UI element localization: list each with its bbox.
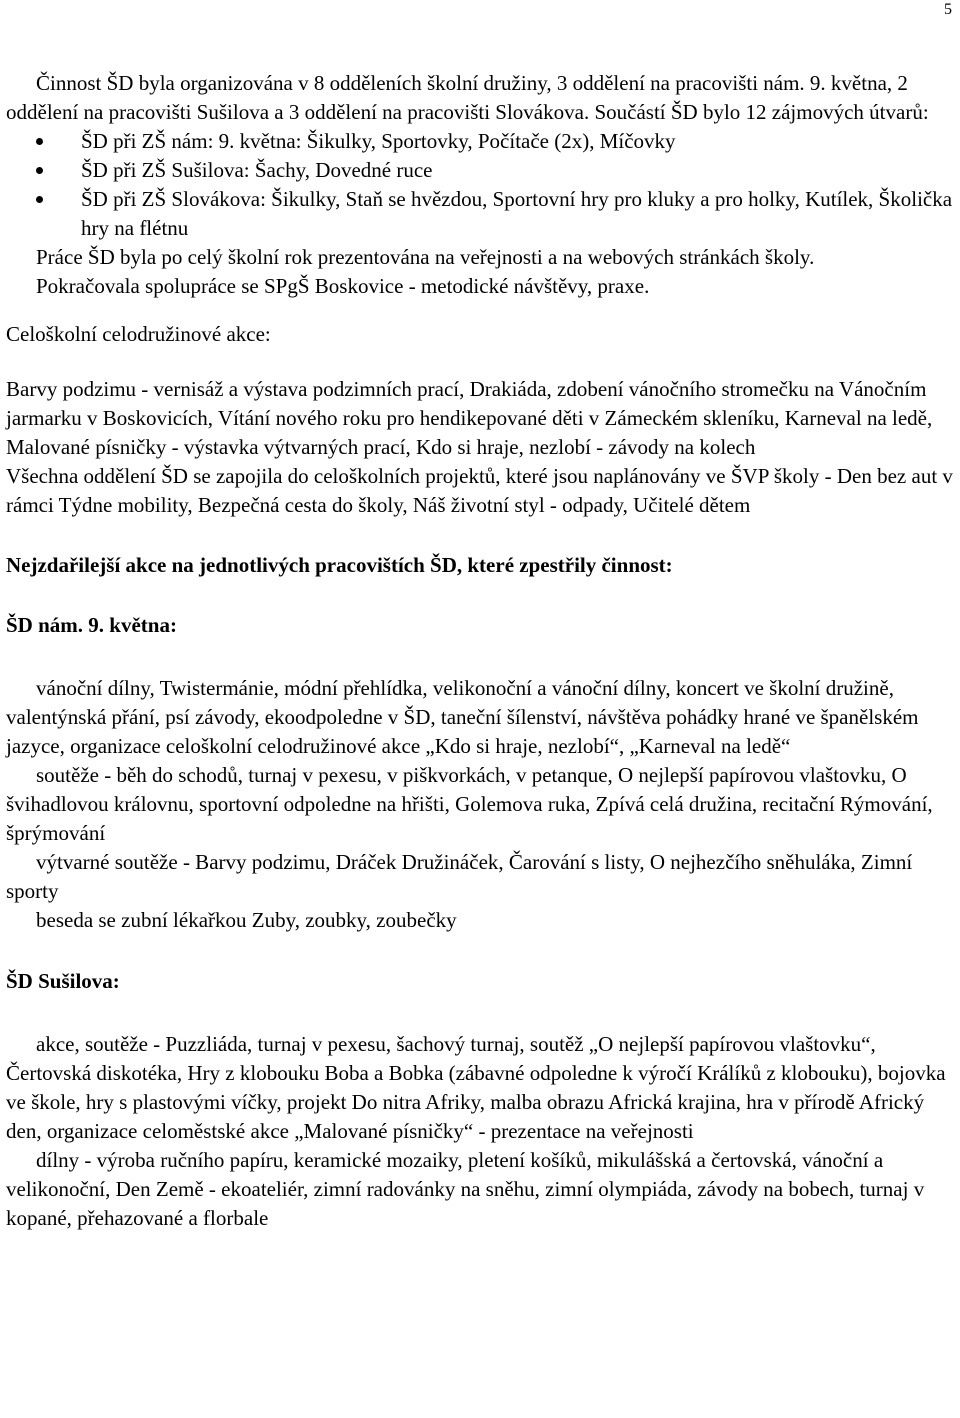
school-events-paragraph: Barvy podzimu - vernisáž a výstava podzimních prací, Drakiáda, zdobení vánočního stromečku na Vánočním jarmarku v Boskovicích, Vítání nového roku pro hendikepované děti v Zámeckém skleníku, Karneval na ledě, Malované písničky - výstavka výtvarných prací, Kdo si hraje, nezlobí - závody na kolech [6,377,933,459]
document-body [6,69,956,1233]
school-projects-paragraph: Všechna oddělení ŠD se zapojila do celoškolních projektů, které jsou naplánovány ve ŠVP školy - Den bez aut v rámci Týdne mobility, Bezpečná cesta do školy, Náš životní styl - odpady, Učitelé dětem [6,464,953,517]
nam9kvetna-lecture: beseda se zubní lékařkou Zuby, zoubky, zoubečky [36,908,457,932]
school-events-heading: Celoškolní celodružinové akce: [6,322,271,346]
hobby-groups-list [6,127,956,243]
list-item: ŠD při ZŠ nám: 9. května: Šikulky, Sportovky, Počítače (2x), Míčovky [6,127,956,156]
nam9kvetna-competitions: soutěže - běh do schodů, turnaj v pexesu, v piškvorkách, v petanque, O nejlepší papírovou vlaštovku, O švihadlovou královnu, sportovní odpoledne na hřišti, Golemova ruka, Zpívá celá družina, recitační Rýmování, šprýmování [6,763,933,845]
nam9kvetna-activities: vánoční dílny, Twistermánie, módní přehlídka, velikonoční a vánoční dílny, koncert ve školní družině, valentýnská přání, psí závody, ekoodpoledne v ŠD, taneční šílenství, návštěva pohádky hrané ve španělském jazyce, organizace celoškolní celodružinové akce „Kdo si hraje, nezlobí“, „Karneval na ledě“ [6,676,919,758]
presentation-paragraph: Práce ŠD byla po celý školní rok prezentována na veřejnosti a na webových stránkách školy. [36,245,815,269]
intro-paragraph: Činnost ŠD byla organizována v 8 odděleních školní družiny, 3 oddělení na pracovišti nám. 9. května, 2 oddělení na pracovišti Sušilova a 3 oddělení na pracovišti Slovákova. Součástí ŠD bylo 12 zájmových útvarů: [6,71,929,124]
susilova-heading: ŠD Sušilova: [6,969,120,993]
list-item: ŠD při ZŠ Sušilova: Šachy, Dovedné ruce [6,156,956,185]
list-item: ŠD při ZŠ Slovákova: Šikulky, Staň se hvězdou, Sportovní hry pro kluky a pro holky, Kutílek, Školička hry na flétnu [6,185,956,243]
best-events-heading: Nejzdařilejší akce na jednotlivých pracovištích ŠD, které zpestřily činnost: [6,553,673,577]
susilova-workshops: dílny - výroba ručního papíru, keramické mozaiky, pletení košíků, mikulášská a čertovská, vánoční a velikonoční, Den Země - ekoateliér, zimní radovánky na sněhu, zimní olympiáda, závody na bobech, turnaj v kopané, přehazované a florbale [6,1148,925,1230]
susilova-events: akce, soutěže - Puzzliáda, turnaj v pexesu, šachový turnaj, soutěž „O nejlepší papírovou vlaštovku“, Čertovská diskotéka, Hry z klobouku Boba a Bobka (zábavné odpoledne k výročí Králíků z klobouku), bojovka ve škole, hry s plastovými víčky, projekt Do nitra Afriky, malba obrazu Africká krajina, hra v přírodě Africký den, organizace celoměstské akce „Malované písničky“ - prezentace na veřejnosti [6,1032,946,1143]
page-number: 5 [944,1,952,18]
nam9kvetna-heading: ŠD nám. 9. května: [6,613,177,637]
nam9kvetna-art-competitions: výtvarné soutěže - Barvy podzimu, Dráček Družináček, Čarování s listy, O nejhezčího sněhuláka, Zimní sporty [6,850,913,903]
cooperation-paragraph: Pokračovala spolupráce se SPgŠ Boskovice - metodické návštěvy, praxe. [36,274,650,298]
